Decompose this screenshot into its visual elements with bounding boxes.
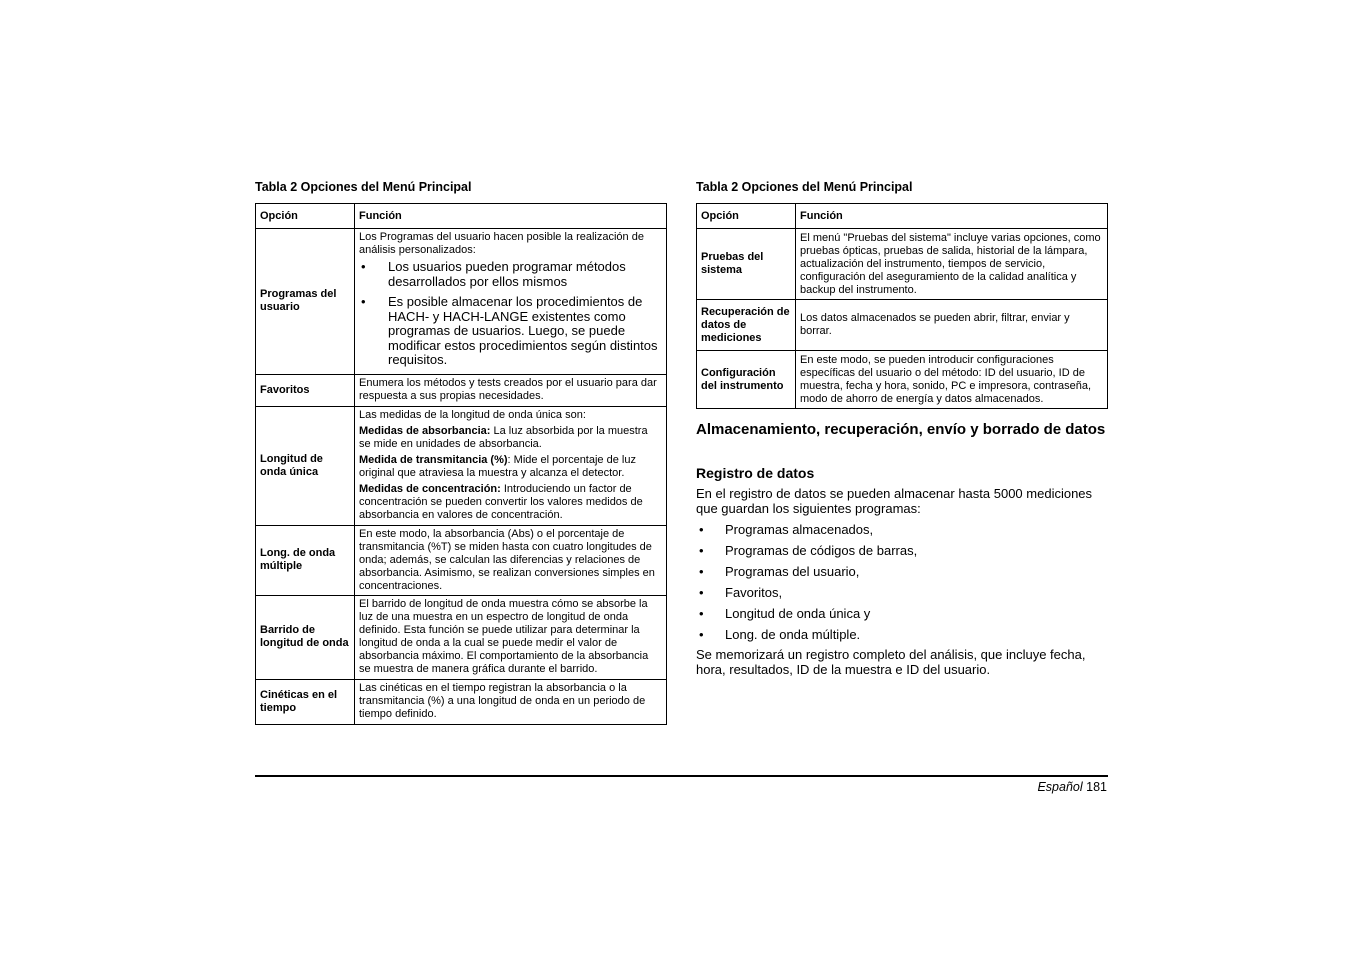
list-item: • Long. de onda múltiple.: [696, 627, 917, 648]
list-item: • Longitud de onda única y: [696, 606, 917, 627]
item-term: Medidas de concentración:: [359, 483, 501, 495]
section-heading: Almacenamiento, recuperación, envío y borrado de datos: [696, 421, 1106, 438]
subsection-heading: Registro de datos: [696, 465, 815, 481]
list-item: • Programas del usuario,: [696, 564, 917, 585]
option-cell: Programas del usuario: [256, 229, 355, 375]
header-function: Función: [355, 204, 667, 229]
page-footer: [1037, 780, 1107, 794]
left-table-caption: Tabla 2 Opciones del Menú Principal: [255, 180, 472, 194]
function-cell: En este modo, se pueden introducir configuraciones específicas del usuario o del método: ID del usuario, ID de muestra, fecha y hora, sonido, PC e impresora, contraseña, modo de ahorro de energía y datos almacenados.: [796, 351, 1108, 409]
header-option: Opción: [697, 204, 796, 229]
function-cell: El menú "Pruebas del sistema" incluye varias opciones, como pruebas ópticas, pruebas de salida, historial de la lámpara, actualización del instrumento, tiempos de servicio, configuración del aseguramiento de la calidad analítica y backup del instrumento.: [796, 229, 1108, 300]
header-function: Función: [796, 204, 1108, 229]
right-table-caption: Tabla 2 Opciones del Menú Principal: [696, 180, 913, 194]
function-cell: En este modo, la absorbancia (Abs) o el porcentaje de transmitancia (%T) se miden hasta con cuatro longitudes de onda; además, se calculan las diferencias y relaciones de absorbancia. Asimismo, se realizan conversiones simples en concentraciones.: [355, 525, 667, 595]
item-text: : Mide el porcentaje de luz original que atraviesa la muestra y alcanza el detector.: [359, 454, 636, 479]
function-cell: Los datos almacenados se pueden abrir, filtrar, enviar y borrar.: [796, 300, 1108, 351]
table-row: [256, 525, 667, 595]
right-options-table: [696, 203, 1108, 409]
cell-item: [359, 454, 662, 480]
option-cell: Pruebas del sistema: [697, 229, 796, 300]
item-term: Medidas de absorbancia:: [359, 425, 491, 437]
function-cell: Enumera los métodos y tests creados por el usuario para dar respuesta a sus propias necesidades.: [355, 374, 667, 406]
option-cell: Favoritos: [256, 374, 355, 406]
table-row: [256, 679, 667, 724]
cell-item: [359, 483, 662, 522]
table-row: [697, 351, 1108, 409]
program-list: [696, 522, 917, 648]
table-header-row: [697, 204, 1108, 229]
header-option: Opción: [256, 204, 355, 229]
left-options-table: [255, 203, 667, 725]
list-item: • Favoritos,: [696, 585, 917, 606]
option-cell: Configuración del instrumento: [697, 351, 796, 409]
footer-rule: [255, 775, 1108, 777]
option-cell: Cinéticas en el tiempo: [256, 679, 355, 724]
item-term: Medida de transmitancia (%): [359, 454, 508, 466]
option-cell: Long. de onda múltiple: [256, 525, 355, 595]
list-item: • Programas de códigos de barras,: [696, 543, 917, 564]
function-cell: Las cinéticas en el tiempo registran la absorbancia o la transmitancia (%) a una longitud de onda en un periodo de tiempo definido.: [355, 679, 667, 724]
intro-paragraph: En el registro de datos se pueden almacenar hasta 5000 mediciones que guardan los siguientes programas:: [696, 486, 1093, 516]
table-header-row: [256, 204, 667, 229]
table-row: [256, 374, 667, 406]
item-text: Introduciendo un factor de concentración se pueden convertir los valores medidos de absorbancia en valores de concentración.: [359, 483, 643, 521]
option-cell: Longitud de onda única: [256, 406, 355, 525]
cell-intro: Los Programas del usuario hacen posible la realización de análisis personalizados:: [359, 231, 644, 256]
option-cell: Recuperación de datos de mediciones: [697, 300, 796, 351]
list-item: • Es posible almacenar los procedimientos de HACH- y HACH-LANGE existentes como programas de usuarios. Luego, se puede modificar estos procedimientos según distintos requisitos.: [359, 295, 662, 368]
table-row: [256, 595, 667, 679]
page-number: 181: [1086, 780, 1107, 794]
function-cell: El barrido de longitud de onda muestra cómo se absorbe la luz de una muestra en un espectro de longitud de onda definido. Esta función se puede utilizar para determinar la longitud de onda a la cual se puede medir el valor de absorbancia máximo. El comportamiento de la absorbancia se muestra de manera gráfica durante el barrido.: [355, 595, 667, 679]
list-item: • Los usuarios pueden programar métodos desarrollados por ellos mismos: [359, 260, 662, 289]
function-cell: [355, 229, 667, 375]
table-row: [697, 300, 1108, 351]
function-cell: [355, 406, 667, 525]
option-cell: Barrido de longitud de onda: [256, 595, 355, 679]
table-row: [256, 406, 667, 525]
closing-paragraph: Se memorizará un registro completo del análisis, que incluye fecha, hora, resultados, ID de la muestra e ID del usuario.: [696, 647, 1086, 677]
footer-language: Español: [1037, 780, 1083, 794]
cell-intro: Las medidas de la longitud de onda única son:: [359, 409, 586, 421]
table-row: [697, 229, 1108, 300]
cell-item: [359, 425, 662, 451]
item-text: La luz absorbida por la muestra se mide en unidades de absorbancia.: [359, 425, 648, 450]
table-row: [256, 229, 667, 375]
list-item: • Programas almacenados,: [696, 522, 917, 543]
